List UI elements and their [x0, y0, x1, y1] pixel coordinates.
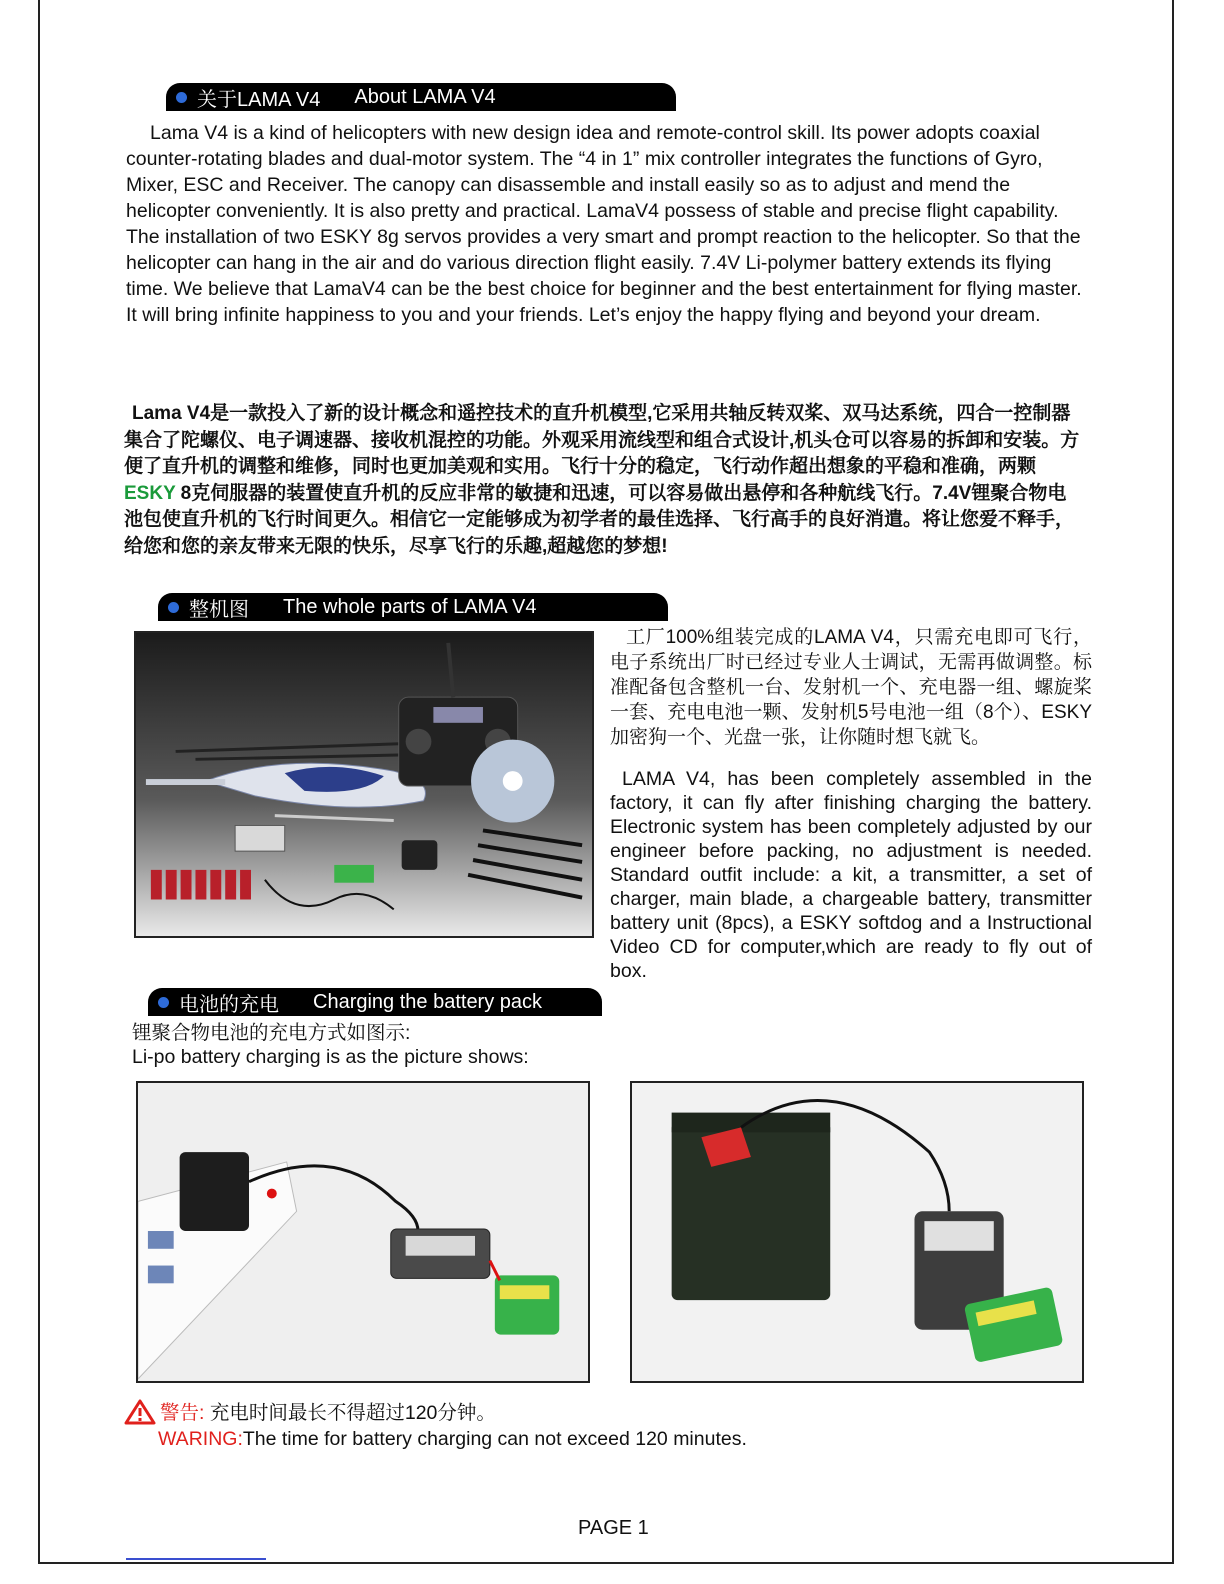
warning-label-en: WARING:: [158, 1428, 243, 1450]
about-title-cn: 关于LAMA V4: [197, 88, 321, 111]
about-paragraph-cn-part1: Lama V4是一款投入了新的设计概念和遥控技术的直升机模型,它采用共轴反转双桨、双马达系统，四合一控制器集合了陀螺仪、电子调速器、接收机混控的功能。外观采用流线型和组合式设计,机头仓可以容易的拆卸和安装。方便了直升机的调整和维修，同时也更加美观和实用。飞行十分的稳定，飞行动作超出想象的平稳和准确，两颗: [124, 403, 1080, 477]
about-section-header: [166, 83, 676, 111]
warning-icon: [124, 1399, 156, 1425]
about-paragraph-en: Lama V4 is a kind of helicopters with new design idea and remote-control skill. Its power adopts coaxial counter-rotating blades and dual-motor system. The “4 in 1” mix controller integrates the functions of Gyro, Mixer, ESC and Receiver. The canopy can disassemble and install easily so as to adjust and mend the helicopter conveniently. It is also pretty and practical. LamaV4 possess of stable and precise flight capability. The installation of two ESKY 8g servos provides a very smart and prompt reaction to the helicopter. So that the helicopter can hang in the air and do various direction flight easily. 7.4V Li-polymer battery extends its flying time. We believe that LamaV4 can be the best choice for beginner and the best entertainment for flying master. It will bring infinite happiness to you and your friends. Let’s enjoy the happy flying and beyond your dream.: [126, 122, 1082, 326]
warning-text-cn: 充电时间最长不得超过120分钟。: [209, 1402, 496, 1424]
charging-photo-left: [136, 1081, 590, 1383]
charging-section-header: [148, 988, 602, 1016]
whole-parts-illustration: [136, 633, 592, 936]
charging-title-en: Charging the battery pack: [313, 990, 543, 1013]
charging-illustration-right: [632, 1083, 1082, 1381]
charging-line-en: Li-po battery charging is as the picture shows:: [132, 1046, 529, 1068]
charging-title-cn: 电池的充电: [179, 993, 279, 1016]
esky-brand-text: ESKY: [124, 482, 176, 504]
parts-title-en: The whole parts of LAMA V4: [283, 595, 537, 618]
warning-line-en: [158, 1427, 747, 1451]
charging-illustration-left: [138, 1083, 588, 1381]
warning-label-cn: 警告:: [160, 1402, 205, 1424]
bullet-icon: [158, 997, 169, 1008]
warning-text-en: The time for battery charging can not exceed 120 minutes.: [242, 1428, 747, 1450]
parts-text-en: LAMA V4, has been completely assembled in the factory, it can fly after finishing charging the battery. Electronic system has been completely adjusted by our engineer before packing, no adjustment is needed. Standard outfit include: a kit, a transmitter, a set of charger, main blade, a chargeable battery, transmitter battery unit (8pcs), a ESKY softdog and a Instructional Video CD for computer,which are ready to fly out of box.: [610, 768, 1092, 982]
parts-section-header: [158, 593, 668, 621]
parts-text-cn: 工厂100%组装完成的LAMA V4，只需充电即可飞行，电子系统出厂时已经过专业人士调试，无需再做调整。标准配备包含整机一台、发射机一个、充电器一组、螺旋桨一套、充电电池一颗、发射机5号电池一组（8个）、ESKY加密狗一个、光盘一张，让你随时想飞就飞。: [610, 627, 1092, 748]
about-paragraph-cn-part2: 8克伺服器的装置使直升机的反应非常的敏捷和迅速，可以容易做出悬停和各种航线飞行。7.4V锂聚合物电池包使直升机的飞行时间更久。相信它一定能够成为初学者的最佳选择、飞行高手的良好消遣。将让您爱不释手，给您和您的亲友带来无限的快乐，尽享飞行的乐趣,超越您的梦想!: [124, 482, 1075, 557]
warning-line-cn: [160, 1401, 496, 1425]
bullet-icon: [168, 602, 179, 613]
page-number: PAGE 1: [578, 1517, 649, 1539]
about-title-en: About LAMA V4: [354, 85, 496, 108]
parts-title-cn: 整机图: [189, 598, 249, 621]
whole-parts-photo: [134, 631, 594, 938]
charging-line-cn: 锂聚合物电池的充电方式如图示:: [132, 1022, 411, 1044]
charging-photo-right: [630, 1081, 1084, 1383]
about-paragraph-cn: [124, 401, 1080, 560]
footer-underline: [126, 1558, 266, 1560]
bullet-icon: [176, 92, 187, 103]
